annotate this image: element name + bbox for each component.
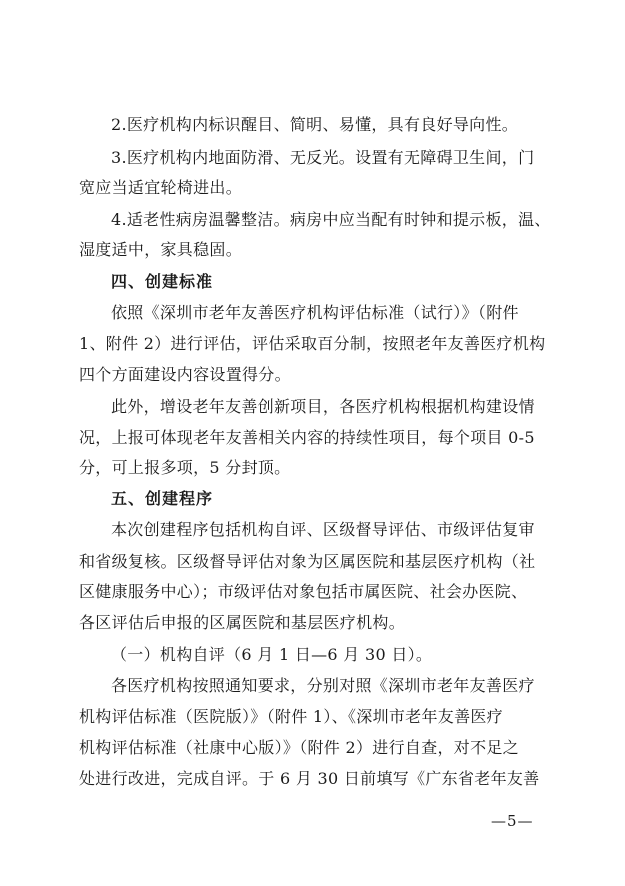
item-4-ward-line1: 4.适老性病房温馨整洁。病房中应当配有时钟和提示板，温、 (111, 210, 551, 229)
self-assessment-line4: 处进行改进，完成自评。于 6 月 30 日前填写《广东省老年友善 (79, 769, 540, 788)
item-4-ward-line2: 湿度适中，家具稳固。 (79, 240, 243, 259)
criteria-para1-line2: 1、附件 2）进行评估，评估采取百分制，按照老年友善医疗机构 (79, 334, 546, 353)
criteria-para1-line3: 四个方面建设内容设置得分。 (79, 365, 291, 384)
self-assessment-line1: 各医疗机构按照通知要求，分别对照《深圳市老年友善医疗 (111, 676, 535, 695)
page-number: —5— (491, 812, 534, 830)
criteria-para2-line2: 况，上报可体现老年友善相关内容的持续性项目，每个项目 0-5 (79, 428, 535, 447)
item-2-signage: 2.医疗机构内标识醒目、简明、易懂，具有良好导向性。 (111, 115, 519, 134)
item-3-floor-line2: 宽应当适宜轮椅进出。 (79, 178, 243, 197)
criteria-para1-line1: 依照《深圳市老年友善医疗机构评估标准（试行）》（附件 (111, 303, 519, 322)
procedure-para-line2: 和省级复核。区级督导评估对象为区属医院和基层医疗机构（社 (79, 552, 536, 571)
procedure-para-line3: 区健康服务中心）；市级评估对象包括市属医院、社会办医院、 (79, 582, 528, 601)
criteria-para2-line1: 此外，增设老年友善创新项目，各医疗机构根据机构建设情 (111, 397, 535, 416)
subsection-self-assessment: （一）机构自评（6 月 1 日—6 月 30 日）。 (111, 645, 433, 664)
self-assessment-line2: 机构评估标准（医院版）》（附件 1）、《深圳市老年友善医疗 (79, 707, 503, 726)
procedure-para-line1: 本次创建程序包括机构自评、区级督导评估、市级评估复审 (111, 520, 535, 539)
procedure-para-line4: 各区评估后申报的区属医院和基层医疗机构。 (79, 613, 406, 632)
criteria-para2-line3: 分，可上报多项，5 分封顶。 (79, 458, 291, 477)
section-heading-criteria: 四、创建标准 (111, 272, 214, 291)
item-3-floor-line1: 3.医疗机构内地面防滑、无反光。设置有无障碍卫生间，门 (111, 148, 535, 167)
self-assessment-line3: 机构评估标准（社康中心版）》（附件 2）进行自查，对不足之 (79, 738, 519, 757)
section-heading-procedure: 五、创建程序 (111, 489, 214, 508)
